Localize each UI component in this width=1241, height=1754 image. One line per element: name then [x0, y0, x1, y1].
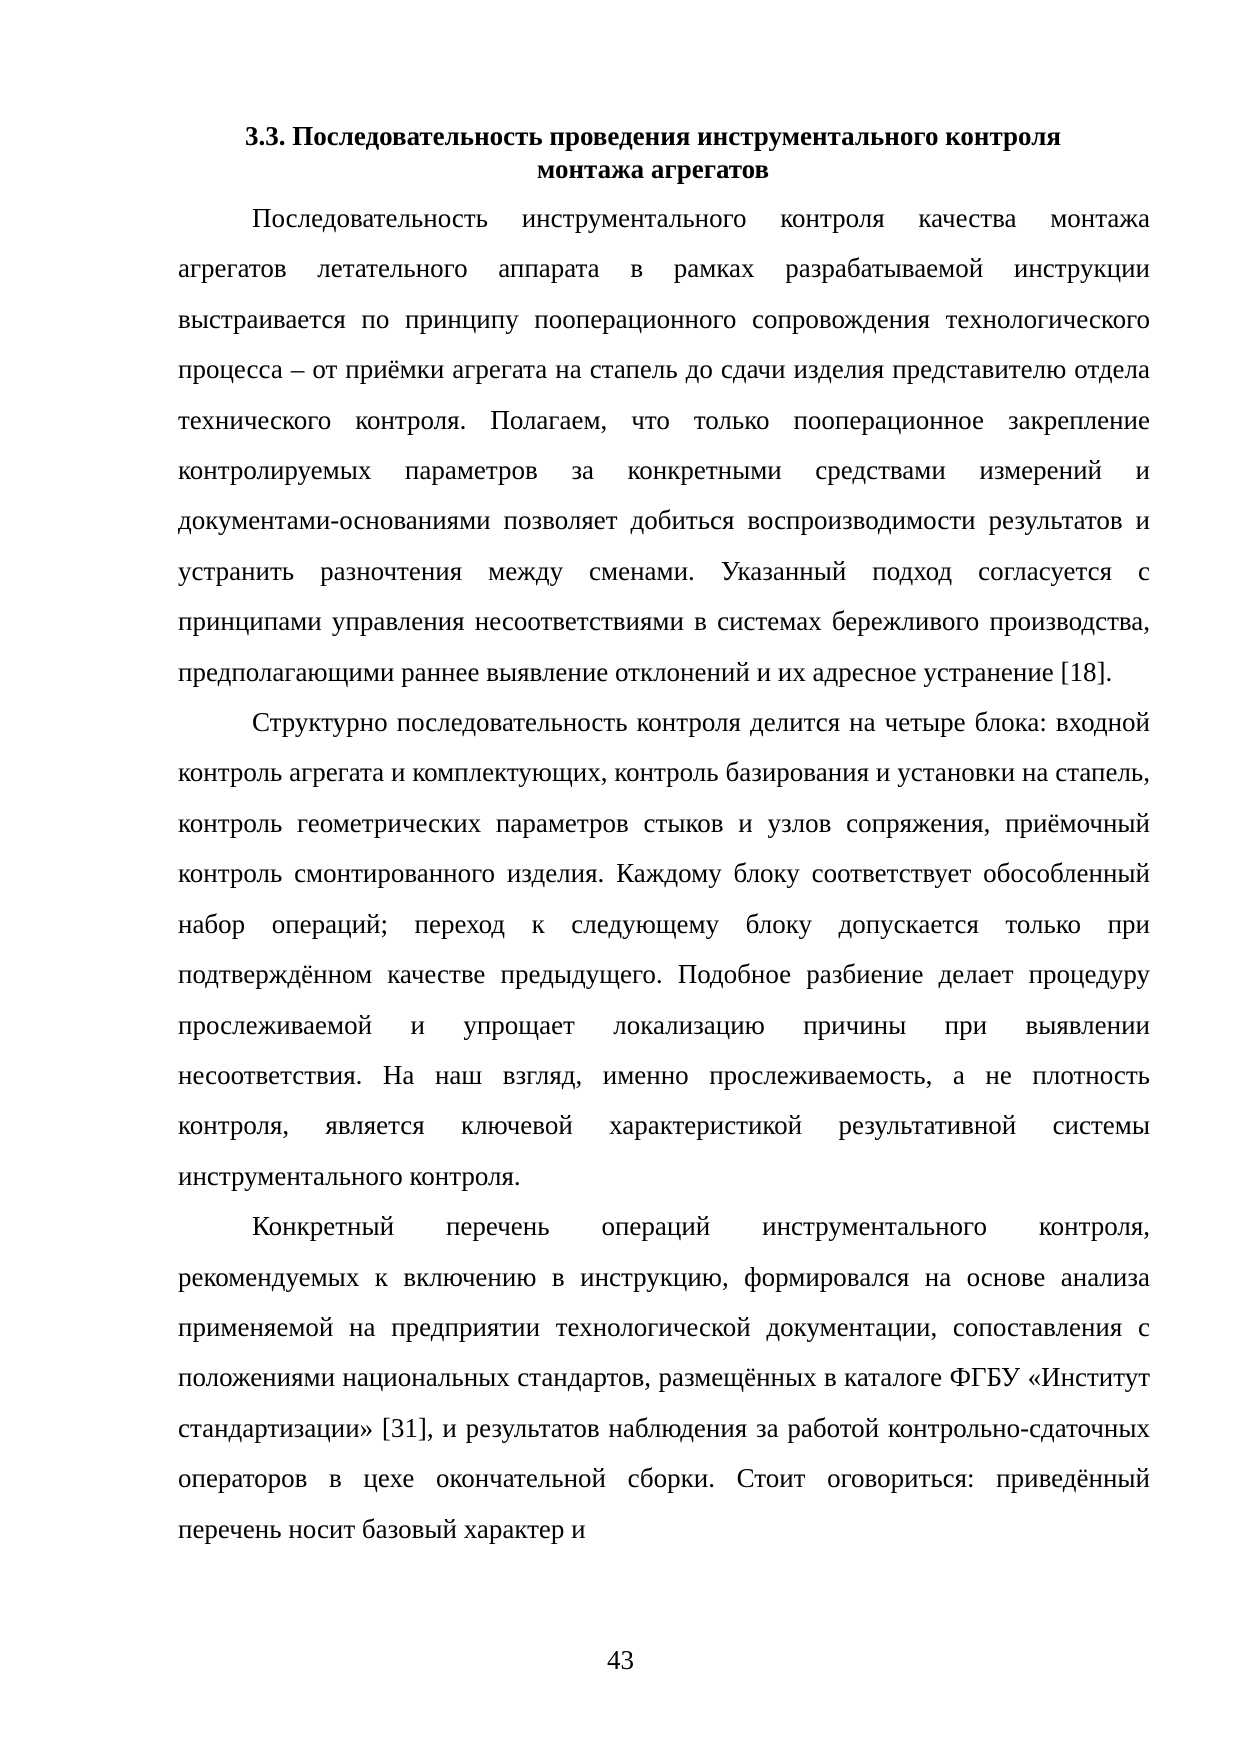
- section-heading-line-1: 3.3. Последовательность проведения инструментального контроля: [245, 121, 1061, 151]
- paragraph-1: Последовательность инструментального контроля качества монтажа агрегатов летательного аппарата в рамках разрабатываемой инструкции выстраивается по принципу пооперационного сопровождения технологического процесса – от приёмки агрегата на стапель до сдачи изделия представителю отдела технического контроля. Полагаем, что только пооперационное закрепление контролируемых параметров за конкретными средствами измерений и документами-основаниями позволяет добиться воспроизводимости результатов и устранить разночтения между сменами. Указанный подход согласуется с принципами управления несоответствиями в системах бережливого производства, предполагающими раннее выявление отклонений и их адресное устранение [18].: [178, 203, 1150, 687]
- section-heading-line-2: монтажа агрегатов: [536, 154, 770, 184]
- paragraph-2: Структурно последовательность контроля делится на четыре блока: входной контроль агрегата и комплектующих, контроль базирования и установки на стапель, контроль геометрических параметров стыков и узлов сопряжения, приёмочный контроль смонтированного изделия. Каждому блоку соответствует обособленный набор операций; переход к следующему блоку допускается только при подтверждённом качестве предыдущего. Подобное разбиение делает процедуру прослеживаемой и упрощает локализацию причины при выявлении несоответствия. На наш взгляд, именно прослеживаемость, а не плотность контроля, является ключевой характеристикой результативной системы инструментального контроля.: [178, 707, 1150, 1191]
- section-heading: [178, 120, 1128, 186]
- body-text: [178, 193, 1150, 1554]
- paragraph-3: Конкретный перечень операций инструментального контроля, рекомендуемых к включению в инструкцию, формировался на основе анализа применяемой на предприятии технологической документации, сопоставления с положениями национальных стандартов, размещённых в каталоге ФГБУ «Институт стандартизации» [31], и результатов наблюдения за работой контрольно-сдаточных операторов в цехе окончательной сборки. Стоит оговориться: приведённый перечень носит базовый характер и: [178, 1211, 1150, 1544]
- page-number: 43: [607, 1645, 634, 1675]
